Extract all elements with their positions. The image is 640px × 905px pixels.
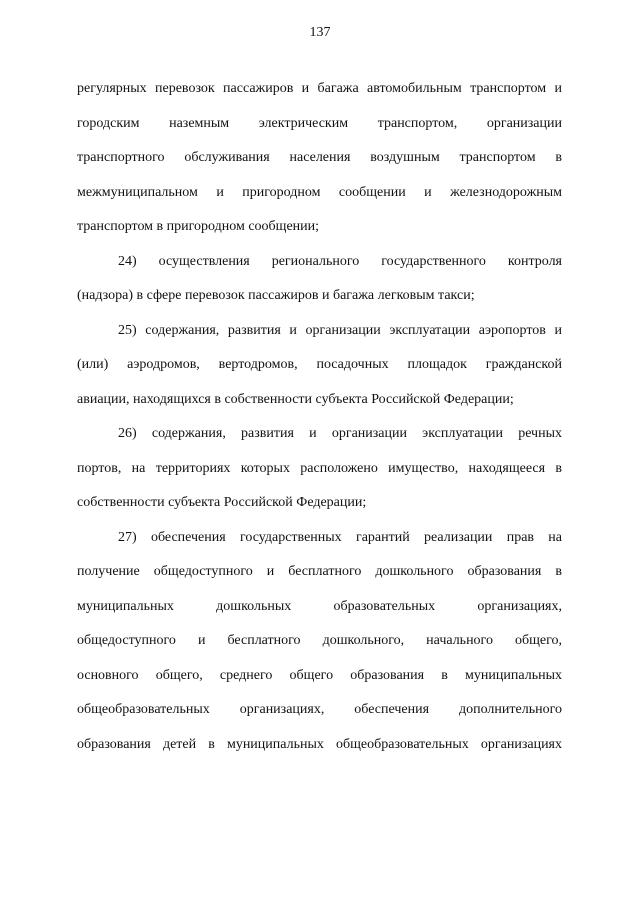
- text-line: основного общего, среднего общего образования в муниципальных: [77, 667, 562, 683]
- text-line: городским наземным электрическим транспортом, организации: [77, 115, 562, 131]
- text-line: муниципальных дошкольных образовательных организациях,: [77, 598, 562, 614]
- text-line: получение общедоступного и бесплатного дошкольного образования в: [77, 564, 562, 579]
- text-line: собственности субъекта Российской Федерации;: [77, 495, 367, 510]
- text-line: межмуниципальном и пригородном сообщении и железнодорожным: [77, 184, 562, 200]
- text-line: общеобразовательных организациях, обеспечения дополнительного: [77, 702, 562, 717]
- text-line: регулярных перевозок пассажиров и багажа автомобильным транспортом и: [77, 81, 562, 96]
- text-line: (или) аэродромов, вертодромов, посадочных площадок гражданской: [77, 357, 562, 372]
- text-line: общедоступного и бесплатного дошкольного, начального общего,: [77, 633, 562, 648]
- text-line: транспортом в пригородном сообщении;: [77, 219, 320, 234]
- list-item-27-first-line: 27) обеспечения государственных гарантий реализации прав на: [118, 529, 562, 545]
- page-number: 137: [309, 25, 331, 40]
- text-line: образования детей в муниципальных общеобразовательных организациях: [77, 736, 562, 752]
- list-item-24-first-line: 24) осуществления регионального государственного контроля: [118, 253, 562, 269]
- text-line: (надзора) в сфере перевозок пассажиров и багажа легковым такси;: [77, 288, 475, 303]
- body-text: [77, 77, 562, 767]
- text-line: транспортного обслуживания населения воздушным транспортом в: [77, 150, 562, 165]
- text-line: портов, на территориях которых расположено имущество, находящееся в: [77, 460, 562, 476]
- list-item-25-first-line: 25) содержания, развития и организации эксплуатации аэропортов и: [118, 322, 562, 338]
- list-item-26-first-line: 26) содержания, развития и организации эксплуатации речных: [118, 426, 562, 441]
- text-line: авиации, находящихся в собственности субъекта Российской Федерации;: [77, 391, 514, 407]
